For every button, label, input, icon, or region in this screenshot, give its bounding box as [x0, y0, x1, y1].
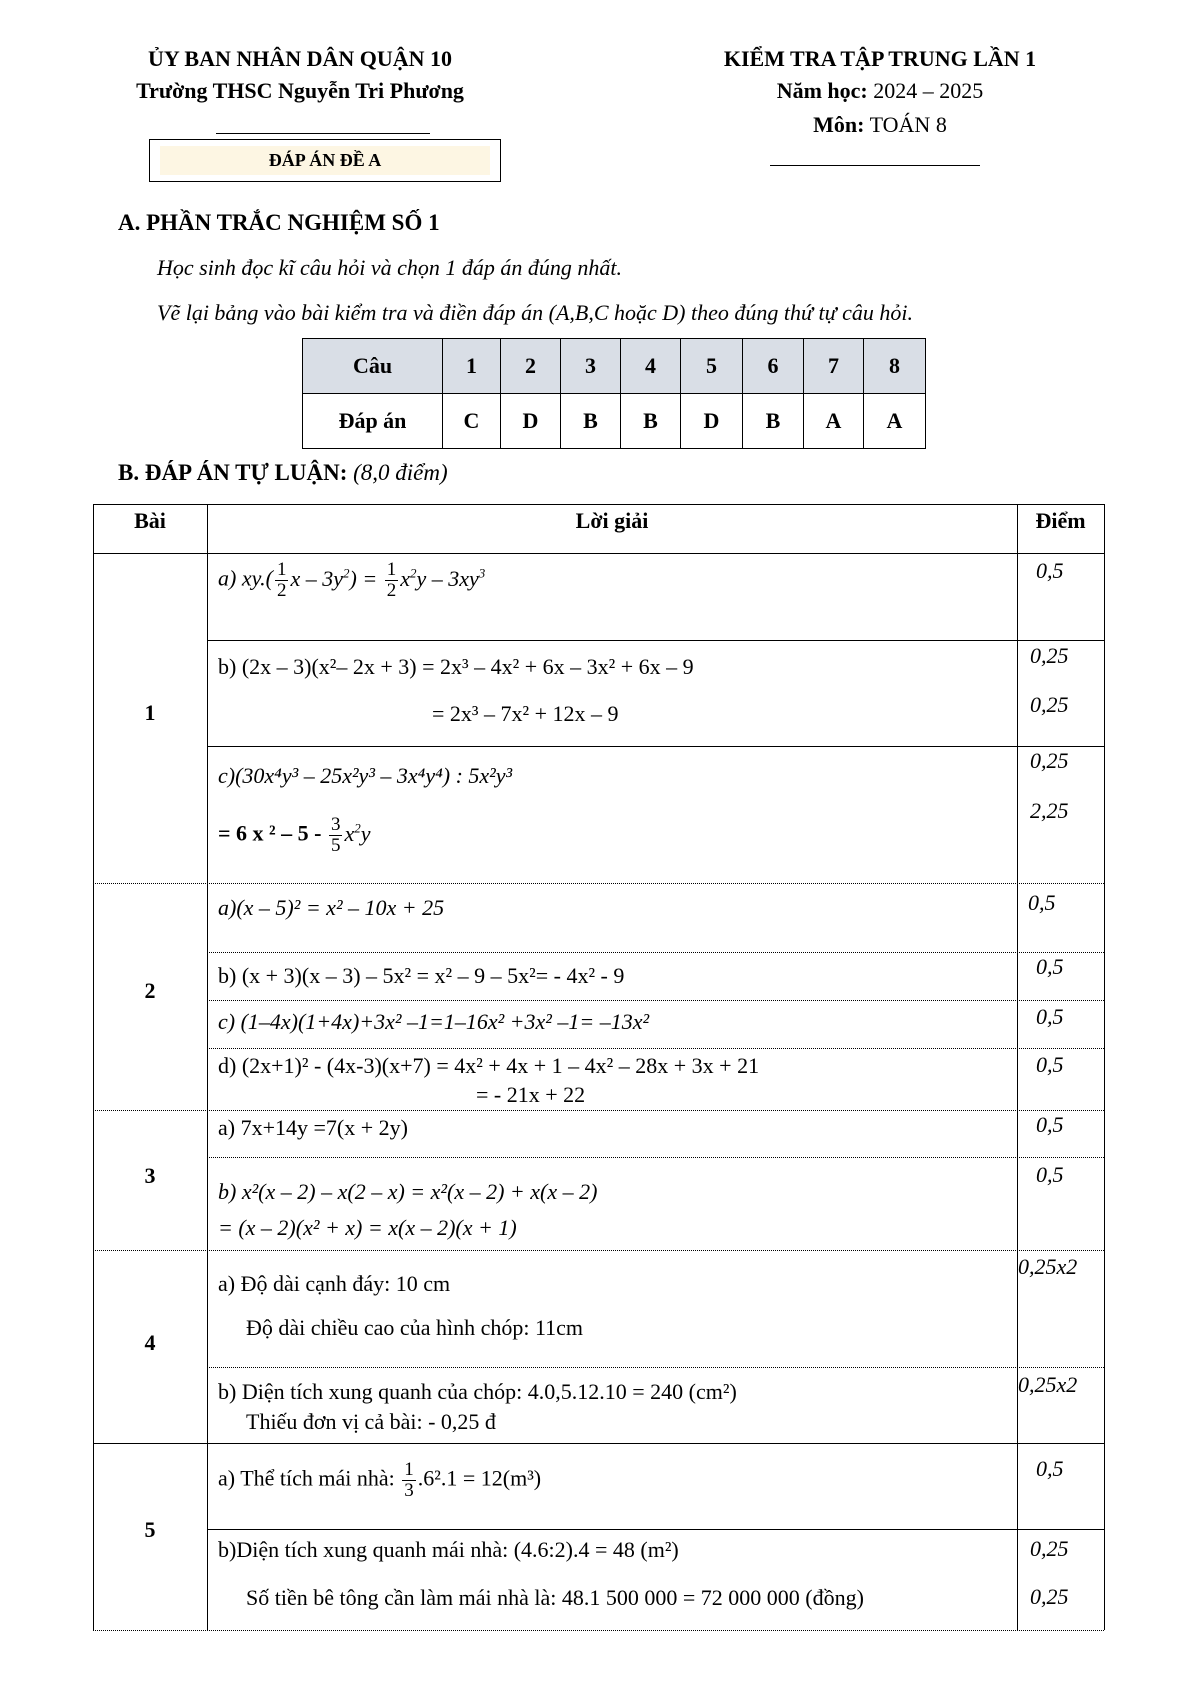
solution-4b-line1: b) Diện tích xung quanh của chóp: 4.0,5.12.10 = 240 (cm²) [218, 1379, 737, 1404]
bai-number: 2 [144, 978, 156, 1003]
score-5b-1: 0,25 [1030, 1536, 1069, 1561]
row-label-question: Câu [303, 339, 443, 394]
answer-letter: D [501, 394, 561, 449]
solution-2d-line2: = - 21x + 22 [476, 1082, 586, 1107]
section-b-heading: B. ĐÁP ÁN TỰ LUẬN: [118, 460, 348, 485]
year-value: 2024 – 2025 [873, 78, 984, 103]
answer-letter: B [621, 394, 681, 449]
answer-key-label: ĐÁP ÁN ĐỀ A [160, 146, 490, 175]
header-right-rule [770, 165, 980, 166]
section-a-title: A. PHẦN TRẮC NGHIỆM SỐ 1 [118, 210, 440, 235]
table-border-right [1104, 504, 1105, 1630]
answer-letter: C [443, 394, 501, 449]
bai-divider [93, 1443, 1104, 1444]
table-border-left [93, 504, 94, 1630]
fraction: $\frac{1}{3}$ [404, 1459, 414, 1501]
question-number: 5 [681, 339, 743, 394]
bai-divider [93, 1110, 1104, 1111]
row-divider [207, 1000, 1104, 1001]
part-label: a) [218, 565, 237, 591]
solution-2d-line1: d) (2x+1)² - (4x-3)(x+7) = 4x² + 4x + 1 – 4x² – 28x + 3x + 21 [218, 1053, 760, 1078]
school-year [660, 76, 1100, 106]
table-border-top [93, 504, 1104, 505]
question-number: 6 [743, 339, 804, 394]
score-5b-2: 0,25 [1030, 1584, 1069, 1609]
answer-letter: A [864, 394, 926, 449]
solution-2b: b) (x + 3)(x – 3) – 5x² = x² – 9 – 5x²= - 4x² - 9 [218, 963, 625, 988]
solution-1c-line1: c)(30x⁴y³ – 25x²y³ – 3x⁴y⁴) : 5x²y³ [218, 763, 513, 788]
score-4b: 0,25x2 [1018, 1372, 1078, 1397]
header-left-rule [216, 133, 430, 134]
mcq-answer-table [302, 338, 926, 449]
solution-4b-line2: Thiếu đơn vị cả bài: - 0,25 đ [246, 1409, 496, 1434]
answer-letter: B [743, 394, 804, 449]
score-2b: 0,5 [1036, 954, 1064, 979]
solution-5b-line2: Số tiền bê tông cần làm mái nhà là: 48.1 500 000 = 72 000 000 (đồng) [246, 1585, 864, 1610]
score-2c: 0,5 [1036, 1004, 1064, 1029]
solution-1b-line1: b) (2x – 3)(x²– 2x + 3) = 2x³ – 4x² + 6x – 3x² + 6x – 9 [218, 654, 694, 679]
instruction-2: Vẽ lại bảng vào bài kiểm tra và điền đáp án (A,B,C hoặc D) theo đúng thứ tự câu hỏi. [157, 300, 913, 325]
answer-letter: A [804, 394, 864, 449]
solution-3b-line2: = (x – 2)(x² + x) = x(x – 2)(x + 1) [218, 1215, 517, 1240]
score-1b-1: 0,25 [1030, 643, 1069, 668]
subject-label: Môn: [813, 112, 865, 137]
solution-5a [218, 1460, 541, 1501]
math-expression: .6².1 = 12(m³) [417, 1465, 542, 1491]
bai-divider [93, 1250, 1104, 1251]
col-header-bai: Bài [134, 508, 166, 533]
table-row [303, 394, 926, 449]
header-row-bottom [93, 553, 1104, 554]
fraction: $\frac{3}{5}$ [330, 814, 341, 856]
answer-key-box [149, 139, 501, 182]
score-1c-1: 0,25 [1030, 748, 1069, 773]
bai-number: 4 [144, 1330, 156, 1355]
solution-1b-line2: = 2x³ – 7x² + 12x – 9 [432, 701, 619, 726]
answer-letter: D [681, 394, 743, 449]
score-3a: 0,5 [1036, 1112, 1064, 1137]
score-5a: 0,5 [1036, 1456, 1064, 1481]
fraction: $\frac{1}{2}$ [276, 559, 287, 601]
table-border-bottom [93, 1630, 1104, 1631]
question-number: 1 [443, 339, 501, 394]
question-number: 3 [561, 339, 621, 394]
solution-3a: a) 7x+14y =7(x + 2y) [218, 1115, 408, 1140]
row-divider [207, 640, 1104, 641]
section-b-points: (8,0 điểm) [353, 460, 448, 485]
subject-value: TOÁN 8 [869, 112, 947, 137]
score-2d: 0,5 [1036, 1052, 1064, 1077]
question-number: 7 [804, 339, 864, 394]
instruction-1: Học sinh đọc kĩ câu hỏi và chọn 1 đáp án đúng nhất. [157, 255, 622, 280]
score-3b: 0,5 [1036, 1162, 1064, 1187]
table-divider [1017, 504, 1018, 1630]
bai-number: 5 [144, 1517, 156, 1542]
question-number: 8 [864, 339, 926, 394]
row-divider [207, 746, 1104, 747]
solution-3b-line1: b) x²(x – 2) – x(2 – x) = x²(x – 2) + x(x – 2) [218, 1179, 598, 1204]
bai-divider [93, 883, 1104, 884]
solution-5b-line1: b)Diện tích xung quanh mái nhà: (4.6:2).4 = 48 (m²) [218, 1537, 679, 1562]
subject [660, 110, 1100, 140]
solution-2a: a)(x – 5)² = x² – 10x + 25 [218, 895, 445, 920]
score-4a: 0,25x2 [1018, 1254, 1078, 1279]
exam-title: KIỂM TRA TẬP TRUNG LẦN 1 [723, 46, 1037, 71]
bai-number: 3 [144, 1163, 156, 1188]
score-1c-2: 2,25 [1030, 798, 1069, 823]
score-1b-2: 0,25 [1030, 692, 1069, 717]
question-number: 2 [501, 339, 561, 394]
solution-2c: c) (1–4x)(1+4x)+3x² –1=1–16x² +3x² –1= –13x² [218, 1009, 650, 1034]
table-row [303, 339, 926, 394]
col-header-diem: Điểm [1035, 508, 1086, 533]
row-divider [207, 1157, 1104, 1158]
part-text: a) Thể tích mái nhà: [218, 1465, 395, 1491]
answer-letter: B [561, 394, 621, 449]
math-expression: = 6 x ² – 5 - [218, 820, 322, 846]
solution-1a: a) xy.( $\frac{1}{2}$ x – $3y^2$) = $\frac{1}{2}$ $x^2y - 3xy^3$ [218, 559, 486, 601]
solution-1c-line2: = 6 x ² – 5 - $\frac{3}{5}$ $x^2y$ [218, 814, 371, 856]
solution-4a-line2: Độ dài chiều cao của hình chóp: 11cm [246, 1315, 584, 1340]
table-divider [207, 504, 208, 1630]
question-number: 4 [621, 339, 681, 394]
row-label-answer: Đáp án [303, 394, 443, 449]
school-name: Trường THSC Nguyễn Tri Phương [136, 78, 464, 103]
year-label: Năm học: [776, 78, 868, 103]
col-header-loigiai: Lời giải [575, 508, 649, 533]
solution-4a-line1: a) Độ dài cạnh đáy: 10 cm [218, 1271, 451, 1296]
fraction: $\frac{1}{2}$ [386, 559, 397, 601]
row-divider [207, 952, 1104, 953]
row-divider [207, 1529, 1104, 1530]
score-1a: 0,5 [1036, 558, 1064, 583]
score-2a: 0,5 [1028, 890, 1056, 915]
row-divider [207, 1367, 1104, 1368]
authority-name: ỦY BAN NHÂN DÂN QUẬN 10 [147, 46, 453, 71]
section-b-title [118, 460, 448, 486]
row-divider [207, 1048, 1104, 1049]
math-expression: xy.( [241, 565, 273, 591]
bai-number: 1 [144, 700, 156, 725]
